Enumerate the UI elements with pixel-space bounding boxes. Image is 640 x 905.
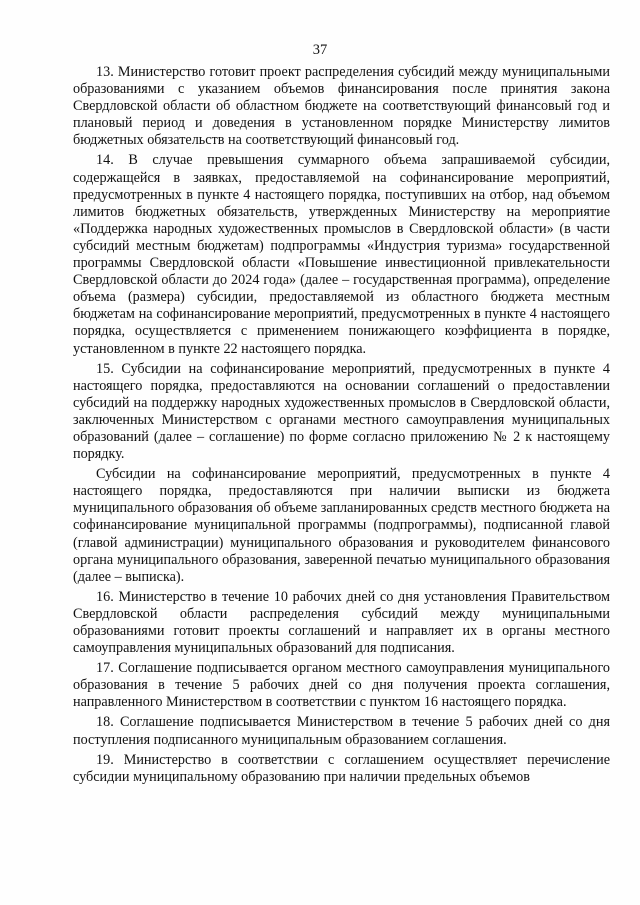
paragraph-15: 15. Субсидии на софинансирование мероприятий, предусмотренных в пункте 4 настоящего порядка, предоставляются на основании соглашений о предоставлении субсидий на поддержку народных художественных промыслов в Свердловской области, заключенных Министерством с органами местного самоуправления муниципальных образований (далее – соглашение) по форме согласно приложению № 2 к настоящему порядку. — [73, 360, 610, 463]
paragraph-18: 18. Соглашение подписывается Министерством в течение 5 рабочих дней со дня поступления подписанного муниципальным образованием соглашения. — [73, 714, 610, 748]
paragraph-15-continued: Субсидии на софинансирование мероприятий, предусмотренных в пункте 4 настоящего порядка, предоставляются при наличии выписки из бюджета муниципального образования об объеме запланированных средств местного бюджета на софинансирование муниципальной программы (подпрограммы), подписанной главой (главой администрации) муниципального образования и руководителем финансового органа муниципального образования, заверенной печатью муниципального образования (далее – выписка). — [73, 466, 610, 585]
paragraph-16: 16. Министерство в течение 10 рабочих дней со дня установления Правительством Свердловской области распределения субсидий между муниципальными образованиями готовит проекты соглашений и направляет их в органы местного самоуправления муниципальных образований для подписания. — [73, 588, 610, 657]
paragraph-19: 19. Министерство в соответствии с соглашением осуществляет перечисление субсидии муниципальному образованию при наличии предельных объемов — [73, 751, 610, 785]
document-body — [73, 64, 610, 789]
page-number: 37 — [312, 42, 328, 58]
paragraph-13: 13. Министерство готовит проект распределения субсидий между муниципальными образованиями с указанием объемов финансирования после принятия закона Свердловской области об областном бюджете на соответствующий финансовый год и плановый период и доведения в установленном порядке Министерству лимитов бюджетных обязательств на соответствующий финансовый год. — [73, 64, 610, 149]
paragraph-17: 17. Соглашение подписывается органом местного самоуправления муниципального образования в течение 5 рабочих дней со дня получения проекта соглашения, направленного Министерством в соответствии с пунктом 16 настоящего порядка. — [73, 660, 610, 711]
paragraph-14: 14. В случае превышения суммарного объема запрашиваемой субсидии, содержащейся в заявках, предоставляемой на софинансирование мероприятий, предусмотренных в пункте 4 настоящего порядка, поступивших на отбор, над объемом лимитов бюджетных обязательств, утвержденных Министерству на мероприятие «Поддержка народных художественных промыслов в Свердловской области» (в части субсидий местным бюджетам) подпрограммы «Индустрия туризма» государственной программы Свердловской области «Повышение инвестиционной привлекательности Свердловской области до 2024 года» (далее – государственная программа), определение объема (размера) субсидии, предоставляемой из областного бюджета местным бюджетам на софинансирование мероприятий, предусмотренных в пункте 4 настоящего порядка, осуществляется с применением понижающего коэффициента в порядке, установленном в пункте 22 настоящего порядка. — [73, 152, 610, 357]
